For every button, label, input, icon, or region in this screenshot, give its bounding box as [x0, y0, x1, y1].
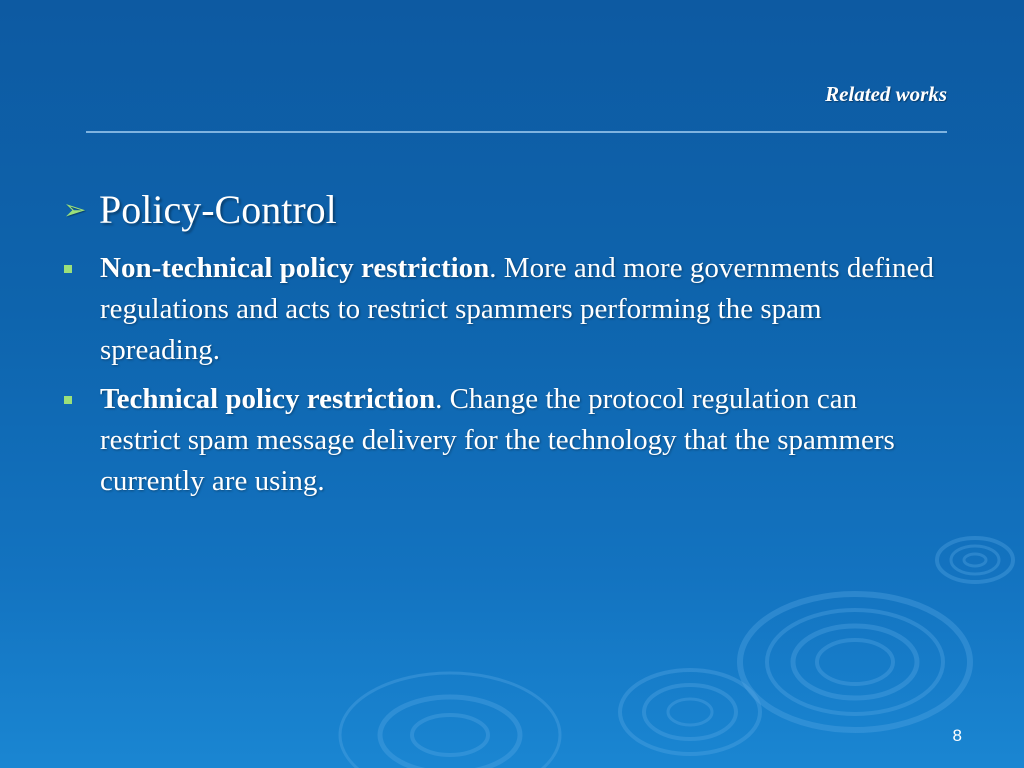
bullet-bold-term: Non-technical policy restriction [100, 252, 490, 284]
slide-heading [63, 186, 337, 233]
bullet-text [100, 248, 940, 371]
bullet-text [100, 379, 940, 502]
bullet-body: . Change the protocol regulation can restrict spam message delivery for the technology that the spammers currently are using. [100, 383, 895, 497]
list-item [62, 248, 962, 371]
bullet-body: . More and more governments defined regulations and acts to restrict spammers performing the spam spreading. [100, 252, 934, 366]
heading-text: Policy-Control [99, 187, 337, 232]
arrow-bullet-icon: ➢ [63, 192, 87, 226]
bullet-list [62, 248, 962, 510]
header-divider [86, 131, 947, 133]
section-title: Related works [825, 82, 947, 106]
list-item [62, 379, 962, 502]
square-bullet-icon [62, 379, 100, 502]
page-number: 8 [952, 726, 962, 745]
square-bullet-icon [62, 248, 100, 371]
bullet-bold-term: Technical policy restriction [100, 383, 436, 415]
